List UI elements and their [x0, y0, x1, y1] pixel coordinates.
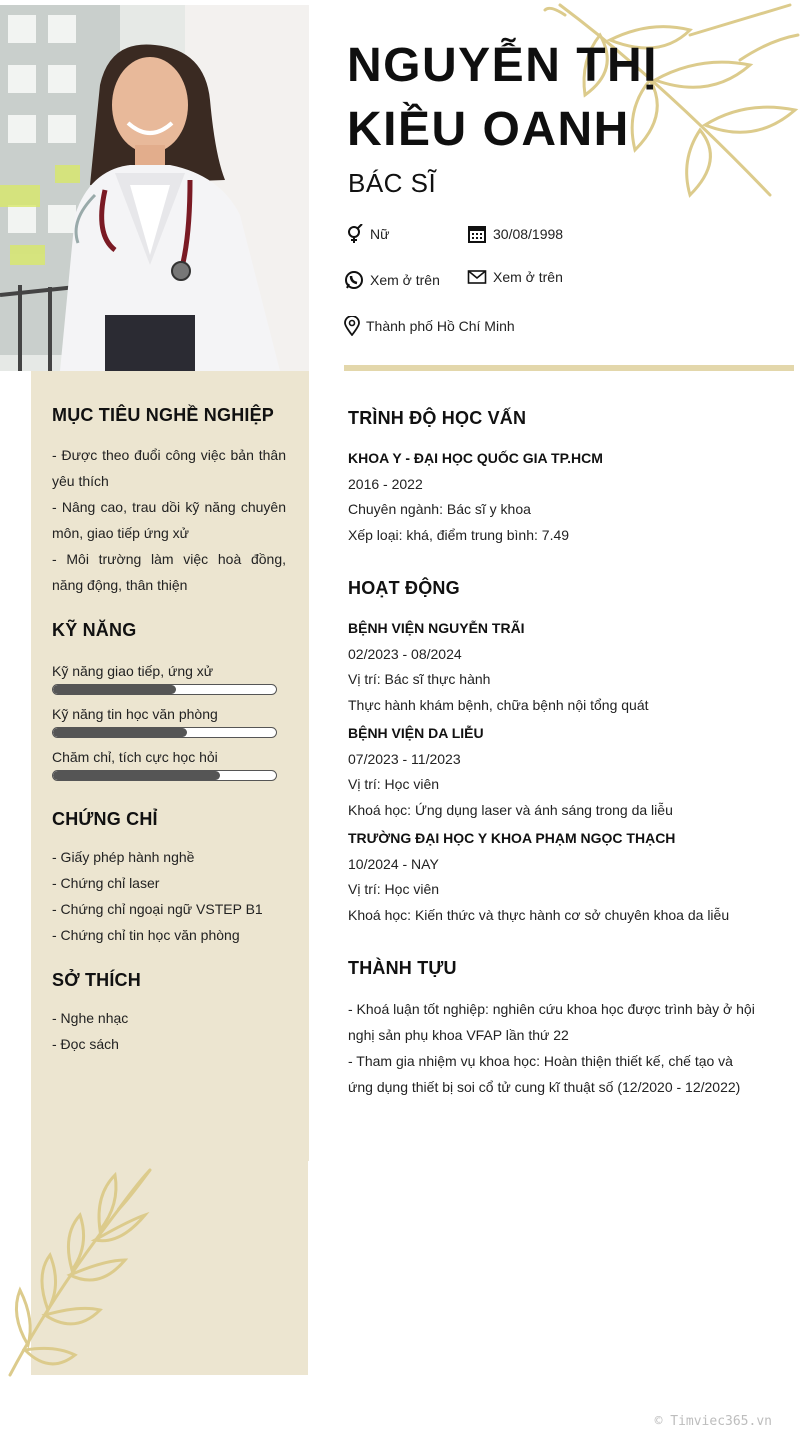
education-title: TRÌNH ĐỘ HỌC VẤN — [348, 408, 527, 428]
gender-field — [344, 224, 389, 244]
header-divider — [344, 365, 794, 371]
leaf-decoration-icon — [0, 1160, 170, 1380]
certificates-list — [52, 844, 286, 948]
email-value: Xem ở trên — [493, 269, 563, 285]
activity-detail: Khoá học: Kiến thức và thực hành cơ sở chuyên khoa da liễu — [348, 906, 730, 923]
hobbies-list — [52, 1005, 286, 1057]
email-icon — [467, 267, 487, 287]
certificate-item: - Chứng chỉ tin học văn phòng — [52, 927, 240, 943]
activity-period: 07/2023 - 11/2023 — [348, 750, 461, 767]
activity-detail: Khoá học: Ứng dụng laser và ánh sáng trong da liễu — [348, 801, 673, 818]
objective-item: - Môi trường làm việc hoà đồng, năng động, thân thiện — [52, 551, 286, 593]
address-value: Thành phố Hồ Chí Minh — [366, 318, 515, 334]
full-name-line1: NGUYỄN THỊ — [347, 39, 659, 92]
location-pin-icon — [344, 316, 360, 336]
achievements-list — [348, 996, 758, 1100]
objective-list — [52, 442, 286, 598]
address-field — [344, 316, 515, 336]
job-title: BÁC SĨ — [348, 168, 437, 198]
phone-field — [344, 270, 440, 290]
skills-title: KỸ NĂNG — [52, 620, 137, 640]
hobbies-title: SỞ THÍCH — [52, 970, 141, 990]
activity-org: TRƯỜNG ĐẠI HỌC Y KHOA PHẠM NGỌC THẠCH — [348, 830, 676, 846]
gender-icon — [344, 224, 364, 244]
certificate-item: - Giấy phép hành nghề — [52, 849, 195, 865]
watermark: © Timviec365.vn — [654, 1414, 772, 1429]
achievement-item: - Khoá luận tốt nghiệp: nghiên cứu khoa học được trình bày ở hội nghị sản phụ khoa VFAP lần thứ 22 — [348, 1001, 755, 1043]
education-entry — [348, 446, 768, 548]
hobby-item: - Nghe nhạc — [52, 1010, 129, 1026]
achievements-title: THÀNH TỰU — [348, 958, 457, 978]
full-name-line2: KIỀU OANH — [347, 103, 630, 156]
certificate-item: - Chứng chỉ laser — [52, 875, 160, 891]
skill-bar-fill — [53, 771, 220, 780]
whatsapp-phone-icon — [344, 270, 364, 290]
objective-item: - Được theo đuổi công việc bản thân yêu thích — [52, 447, 286, 489]
education-school: KHOA Y - ĐẠI HỌC QUỐC GIA TP.HCM — [348, 450, 603, 466]
activity-position: Vị trí: Học viên — [348, 776, 440, 792]
skill-bar — [52, 727, 277, 738]
activity-org: BỆNH VIỆN DA LIỄU — [348, 725, 484, 741]
birthdate-field — [467, 224, 563, 244]
birthdate-value: 30/08/1998 — [493, 226, 564, 242]
activity-period: 02/2023 - 08/2024 — [348, 645, 462, 662]
education-grade: Xếp loại: khá, điểm trung bình: 7.49 — [348, 526, 570, 543]
certificate-item: - Chứng chỉ ngoại ngữ VSTEP B1 — [52, 901, 263, 917]
profile-photo — [0, 5, 309, 371]
skill-bar — [52, 770, 277, 781]
certificates-title: CHỨNG CHỈ — [52, 809, 158, 829]
objective-title: MỤC TIÊU NGHỀ NGHIỆP — [52, 405, 275, 425]
activity-position: Vị trí: Bác sĩ thực hành — [348, 671, 491, 687]
activities-title: HOẠT ĐỘNG — [348, 578, 460, 598]
skill-bar-fill — [53, 685, 176, 694]
gender-value: Nữ — [370, 226, 390, 242]
activity-detail: Thực hành khám bệnh, chữa bệnh nội tổng quát — [348, 696, 649, 713]
leaf-decoration-icon — [540, 0, 800, 200]
skill-label: Kỹ năng giao tiếp, ứng xử — [52, 663, 214, 679]
hobby-item: - Đọc sách — [52, 1036, 119, 1052]
activity-position: Vị trí: Học viên — [348, 881, 440, 897]
skill-bar-fill — [53, 728, 187, 737]
skill-label: Kỹ năng tin học văn phòng — [52, 706, 218, 722]
activity-org: BỆNH VIỆN NGUYỄN TRÃI — [348, 620, 525, 636]
activity-entry — [348, 826, 768, 928]
objective-item: - Nâng cao, trau dồi kỹ năng chuyên môn, giao tiếp ứng xử — [52, 499, 286, 541]
achievement-item: - Tham gia nhiệm vụ khoa học: Hoàn thiện thiết kế, chế tạo và ứng dụng thiết bị soi cổ tử cung kĩ thuật số (12/2020 - 12/2022) — [348, 1053, 741, 1095]
education-major: Chuyên ngành: Bác sĩ y khoa — [348, 501, 531, 517]
activity-period: 10/2024 - NAY — [348, 855, 439, 872]
activity-entry — [348, 721, 768, 823]
phone-value: Xem ở trên — [370, 272, 440, 288]
email-field — [467, 267, 563, 287]
skill-bar — [52, 684, 277, 695]
education-period: 2016 - 2022 — [348, 475, 423, 492]
skill-label: Chăm chỉ, tích cực học hỏi — [52, 749, 218, 765]
calendar-icon — [467, 224, 487, 244]
activity-entry — [348, 616, 768, 718]
